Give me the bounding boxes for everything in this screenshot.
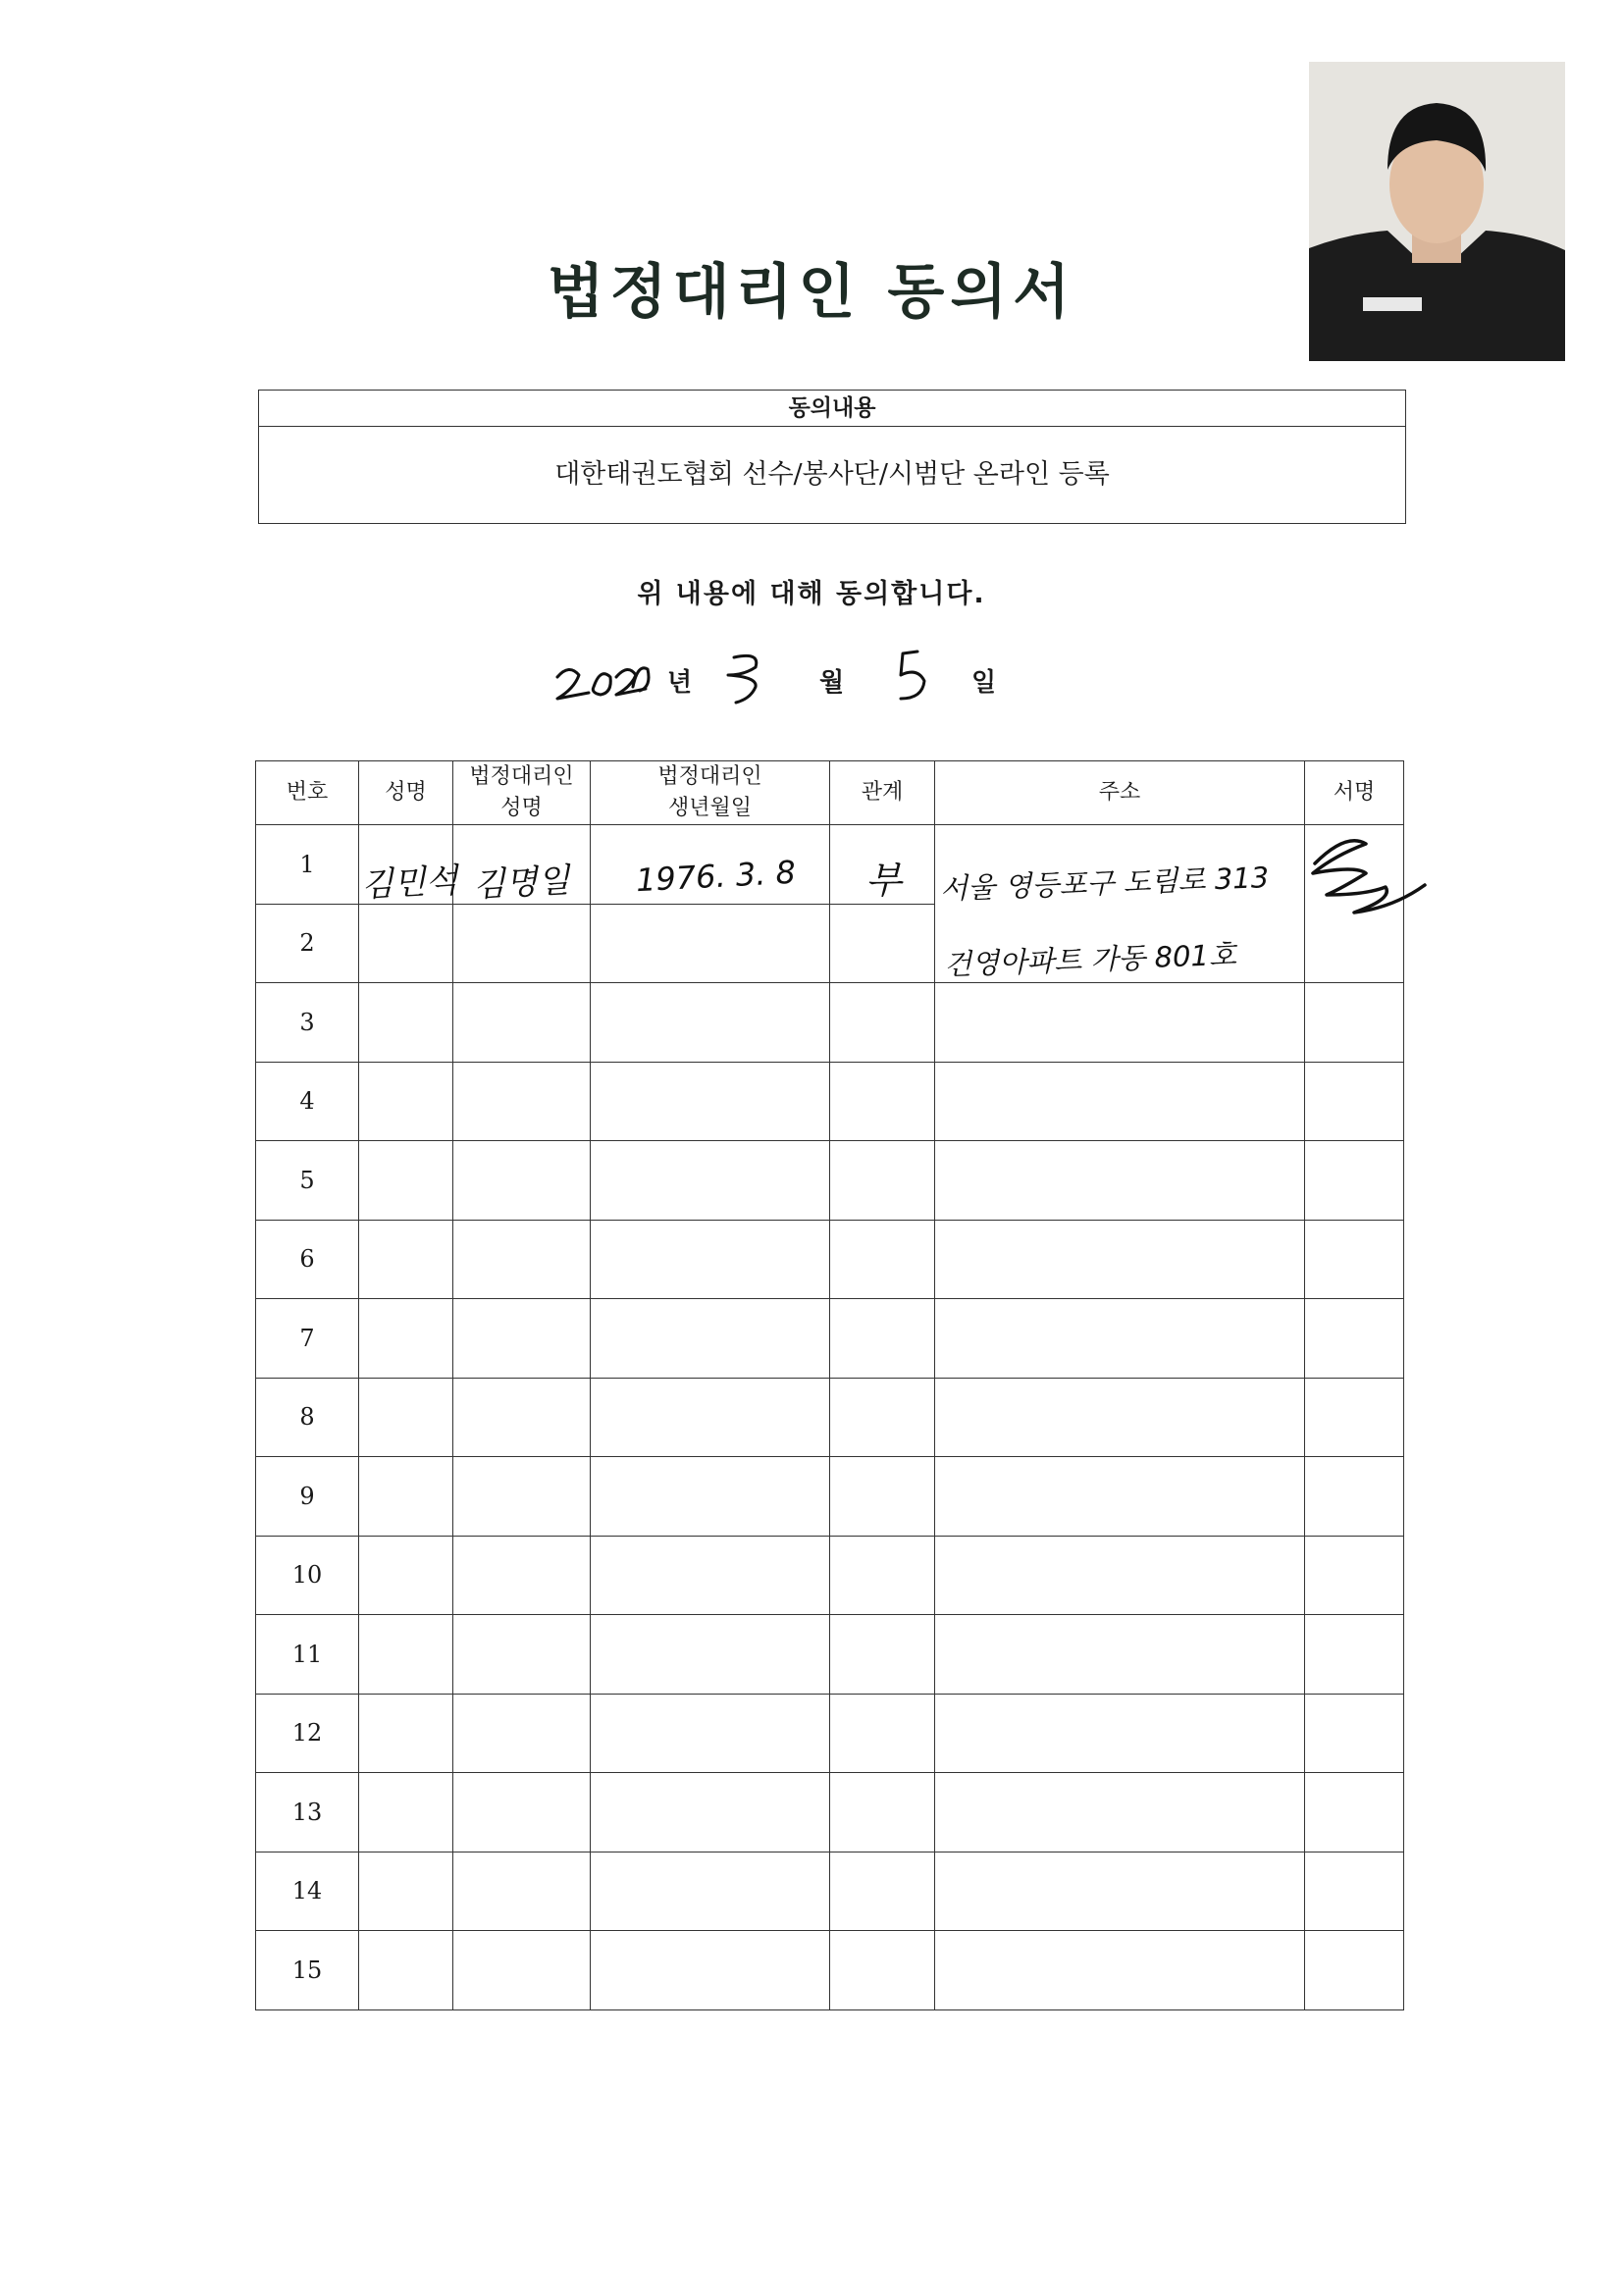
- entry-address-line2: 건영아파트 가동 801호: [943, 937, 1237, 982]
- signature-cell: [1305, 1931, 1404, 2010]
- row-number: 3: [256, 983, 359, 1063]
- table-row: [256, 1931, 1404, 2010]
- guardian-name-cell: [453, 1931, 591, 2010]
- name-cell: [359, 1773, 453, 1852]
- address-cell: [935, 1536, 1305, 1615]
- row-number: 13: [256, 1773, 359, 1852]
- relation-cell: [830, 1773, 935, 1852]
- guardian-birth-cell: [591, 1931, 830, 2010]
- row-number: 2: [256, 904, 359, 983]
- name-cell: [359, 983, 453, 1063]
- guardian-name-cell: [453, 1615, 591, 1695]
- table-row: [256, 1062, 1404, 1141]
- table-row: [256, 1536, 1404, 1615]
- row-number: 10: [256, 1536, 359, 1615]
- guardian-birth-cell: [591, 1773, 830, 1852]
- header-guardian-name: 법정대리인 성명: [453, 761, 591, 825]
- year-label: 년: [667, 668, 693, 698]
- guardian-birth-cell: [591, 1536, 830, 1615]
- entry-name: 김민석: [360, 861, 459, 906]
- address-cell: [935, 1852, 1305, 1931]
- address-cell: [935, 983, 1305, 1063]
- guardian-name-cell: [453, 1220, 591, 1299]
- entry-address-line1: 서울 영등포구 도림로 313: [939, 861, 1270, 906]
- address-cell: [935, 1931, 1305, 2010]
- table-row: [256, 1615, 1404, 1695]
- row-number: 12: [256, 1694, 359, 1773]
- relation-cell: [830, 983, 935, 1063]
- signature-cell: [1305, 1378, 1404, 1457]
- handwritten-year-2-b: [616, 669, 646, 695]
- row-number: 7: [256, 1299, 359, 1379]
- name-cell: [359, 1457, 453, 1537]
- guardian-birth-cell: [591, 1220, 830, 1299]
- address-cell: [935, 1615, 1305, 1695]
- name-cell: [359, 1536, 453, 1615]
- handwritten-year-0-b: [633, 668, 649, 691]
- guardian-birth-cell: [591, 1852, 830, 1931]
- guardian-birth-cell: [591, 1141, 830, 1221]
- guardian-name-cell: [453, 904, 591, 983]
- table-row: [256, 1457, 1404, 1537]
- relation-cell: [830, 1852, 935, 1931]
- consent-content: 대한태권도협회 선수/봉사단/시범단 온라인 등록: [554, 459, 1110, 490]
- name-cell: [359, 1299, 453, 1379]
- row-number: 1: [256, 825, 359, 905]
- table-row: [256, 1220, 1404, 1299]
- row-number: 5: [256, 1141, 359, 1221]
- day-label: 일: [971, 668, 997, 698]
- handwritten-day-5: [901, 652, 924, 699]
- row-number: 6: [256, 1220, 359, 1299]
- signature-cell: [1305, 1220, 1404, 1299]
- relation-cell: [830, 1931, 935, 2010]
- signature-cell: [1305, 1457, 1404, 1537]
- relation-cell: [830, 1615, 935, 1695]
- relation-cell: [830, 1536, 935, 1615]
- consent-header: 동의내용: [259, 391, 1405, 427]
- signature-cell: [1305, 1773, 1404, 1852]
- handwritten-year-2-a: [557, 669, 589, 699]
- page-title: 법정대리인 동의서: [547, 258, 1076, 327]
- row-number: 4: [256, 1062, 359, 1141]
- guardian-birth-cell: [591, 1694, 830, 1773]
- signature-cell: [1305, 1694, 1404, 1773]
- guardian-birth-cell: [591, 904, 830, 983]
- name-cell: [359, 1141, 453, 1221]
- name-cell: [359, 1615, 453, 1695]
- address-cell: [935, 1378, 1305, 1457]
- signature-cell: [1305, 825, 1404, 983]
- table-row: [256, 1378, 1404, 1457]
- guardian-birth-cell: [591, 1062, 830, 1141]
- row-number: 9: [256, 1457, 359, 1537]
- guardian-name-cell: [453, 1141, 591, 1221]
- row-number: 14: [256, 1852, 359, 1931]
- entry-guardian-birth: 1976. 3. 8: [635, 853, 797, 900]
- table-header-row: [256, 761, 1404, 825]
- guardian-name-cell: [453, 1299, 591, 1379]
- name-cell: [359, 1220, 453, 1299]
- guardian-name-cell: [453, 1062, 591, 1141]
- guardian-name-cell: [453, 1773, 591, 1852]
- guardian-birth-cell: [591, 983, 830, 1063]
- row-number: 11: [256, 1615, 359, 1695]
- guardian-name-cell: [453, 1457, 591, 1537]
- address-cell: [935, 1062, 1305, 1141]
- row-number: 8: [256, 1378, 359, 1457]
- signature-cell: [1305, 1062, 1404, 1141]
- relation-cell: [830, 1694, 935, 1773]
- agreement-text: 위 내용에 대해 동의합니다.: [637, 579, 986, 609]
- name-cell: [359, 904, 453, 983]
- handwritten-month-3: [728, 655, 757, 703]
- relation-cell: [830, 1378, 935, 1457]
- table-row: [256, 983, 1404, 1063]
- address-cell: [935, 1220, 1305, 1299]
- address-cell: [935, 1694, 1305, 1773]
- relation-cell: [830, 1141, 935, 1221]
- guardian-name-cell: [453, 1378, 591, 1457]
- signature-cell: [1305, 1615, 1404, 1695]
- header-name: 성명: [359, 761, 453, 825]
- header-guardian-birth: 법정대리인 생년월일: [591, 761, 830, 825]
- address-cell: [935, 1141, 1305, 1221]
- address-cell: [935, 1299, 1305, 1379]
- signature-cell: [1305, 983, 1404, 1063]
- name-cell: [359, 1694, 453, 1773]
- guardian-birth-cell: [591, 1299, 830, 1379]
- name-cell: [359, 1062, 453, 1141]
- month-label: 월: [819, 668, 845, 698]
- entry-relation: 부: [865, 859, 902, 902]
- guardian-birth-cell: [591, 1457, 830, 1537]
- signature-cell: [1305, 1299, 1404, 1379]
- signature-cell: [1305, 1141, 1404, 1221]
- guardian-name-cell: [453, 983, 591, 1063]
- relation-cell: [830, 1457, 935, 1537]
- relation-cell: [830, 1299, 935, 1379]
- signature-cell: [1305, 1536, 1404, 1615]
- table-row: [256, 1773, 1404, 1852]
- row-number: 15: [256, 1931, 359, 2010]
- table-row: [256, 1852, 1404, 1931]
- address-cell: [935, 1773, 1305, 1852]
- header-number: 번호: [256, 761, 359, 825]
- table-row: [256, 1299, 1404, 1379]
- signature-cell: [1305, 1852, 1404, 1931]
- name-cell: [359, 1931, 453, 2010]
- guardian-birth-cell: [591, 1615, 830, 1695]
- name-cell: [359, 1378, 453, 1457]
- table-row: [256, 1141, 1404, 1221]
- relation-cell: [830, 1220, 935, 1299]
- name-cell: [359, 1852, 453, 1931]
- handwritten-year-0-a: [593, 674, 610, 695]
- guardian-birth-cell: [591, 1378, 830, 1457]
- guardian-name-cell: [453, 1852, 591, 1931]
- relation-cell: [830, 904, 935, 983]
- guardian-name-cell: [453, 1694, 591, 1773]
- guardian-name-cell: [453, 1536, 591, 1615]
- relation-cell: [830, 1062, 935, 1141]
- consent-box: [258, 390, 1406, 524]
- table-row: [256, 1694, 1404, 1773]
- header-relation: 관계: [830, 761, 935, 825]
- header-address: 주소: [935, 761, 1305, 825]
- entry-guardian-name: 김명일: [472, 861, 571, 906]
- header-signature: 서명: [1305, 761, 1404, 825]
- address-cell: [935, 1457, 1305, 1537]
